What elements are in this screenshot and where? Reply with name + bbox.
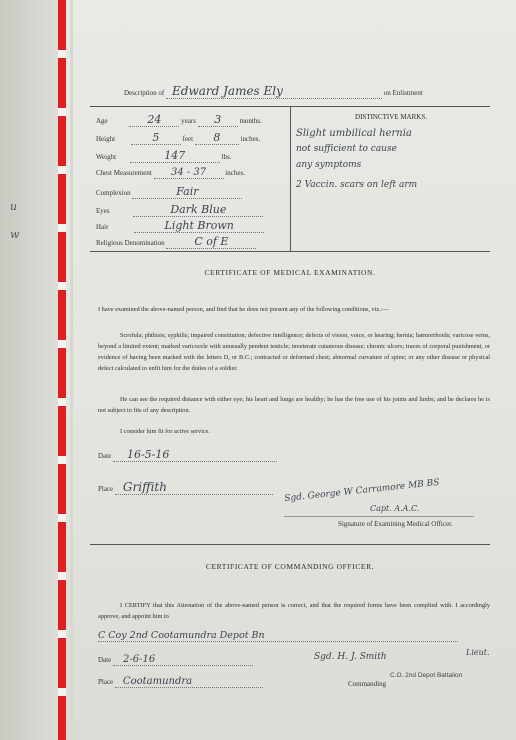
medical-date-label: Date: [98, 452, 112, 460]
margin-mark: u: [10, 200, 18, 213]
height-inches: 8: [195, 131, 239, 145]
chest-value: 34 - 37: [154, 167, 224, 179]
eyes-value: Dark Blue: [133, 203, 263, 217]
medical-para-3: He can see the required distance with either eye; his heart and lungs are healthy; he has the free use of his joints and limbs; and he declares he is not subject to fits of any description.: [98, 396, 490, 414]
age-row: [96, 113, 262, 127]
chest-inches-label: inches.: [225, 169, 245, 177]
months-label: months.: [239, 117, 262, 125]
margin-mark: w: [10, 228, 20, 241]
hair-label: Hair: [96, 223, 109, 231]
medical-signature-caption: Signature of Examining Medical Officer.: [338, 520, 453, 528]
commanding-certificate-title: CERTIFICATE OF COMMANDING OFFICER.: [205, 562, 375, 571]
commanding-label: Commanding: [348, 680, 387, 688]
medical-officer-signature: Sgd. George W Carramore MB BS: [283, 477, 440, 505]
table-divider: [290, 106, 291, 251]
distinctive-line-1: Slight umbilical hernia: [296, 128, 412, 139]
age-label: Age: [96, 117, 108, 125]
height-row: [96, 131, 260, 145]
description-row: [124, 84, 484, 99]
attestation-form: [84, 20, 496, 735]
weight-label: Weight: [96, 153, 117, 161]
commanding-rank: Lieut.: [466, 648, 490, 657]
binding-strip: [0, 0, 59, 740]
eyes-row: [96, 203, 263, 217]
complexion-label: Complexion: [96, 189, 131, 197]
complexion-row: [96, 185, 242, 199]
commanding-date-value: 2-6-16: [113, 654, 253, 666]
inches-label: inches.: [240, 135, 261, 143]
medical-officer-rank: Capt. A.A.C.: [370, 504, 420, 513]
distinctive-marks-title: DISTINCTIVE MARKS.: [355, 113, 427, 121]
section-divider: [90, 544, 490, 545]
weight-value: 147: [130, 149, 220, 163]
eyes-label: Eyes: [96, 207, 110, 215]
medical-date-row: [98, 448, 277, 462]
religion-value: C of E: [166, 235, 256, 249]
commanding-date-row: [98, 654, 253, 666]
description-suffix: on Enlistment: [383, 89, 423, 97]
appointment-row: [98, 630, 458, 642]
description-label: Description of: [124, 89, 165, 97]
medical-fit-statement: I consider him fit for active service.: [120, 428, 211, 435]
age-months: 3: [198, 113, 238, 127]
commanding-para: I CERTIFY that this Attestation of the above-named person is correct, and that the required forms have been complied with. I accordingly approve, and appoint him to: [98, 602, 490, 620]
hair-row: [96, 219, 264, 233]
medical-date-value: 16-5-16: [113, 448, 277, 462]
lbs-label: lbs.: [221, 153, 232, 161]
hair-value: Light Brown: [134, 219, 264, 233]
binding-edge: [70, 0, 73, 740]
red-tape-binding: [58, 0, 66, 740]
medical-conditions-list: Scrofula; phthisis; syphilis; impaired constitution; defective intelligence; defects of vision, voice, or hearing; hernia; hæmorrhoids; varicose veins, beyond a limited extent; marked varicocele with unusually pendent testicle; inveterate cutaneous disease; chronic ulcers; traces of corporal punishment, or evidence of having been marked with the letters D, or B.C.; contracted or deformed chest; abnormal curvature of spine; or any other disease or physical defect calculated to unfit him for the duties of a soldier.: [98, 332, 490, 372]
chest-label: Chest Measurement: [96, 169, 152, 177]
feet-label: feet: [182, 135, 194, 143]
religion-row: [96, 235, 256, 249]
medical-para-1: I have examined the above-named person, and find that he does not present any of the following conditions, viz.:—: [98, 306, 389, 313]
commanding-signature: Sgd. H. J. Smith: [314, 652, 387, 662]
appointment-value: C Coy 2nd Cootamundra Depot Bn: [98, 630, 458, 642]
table-bottom-border: [90, 251, 490, 252]
commanding-date-label: Date: [98, 656, 112, 664]
description-name: Edward James Ely: [166, 84, 382, 99]
distinctive-line-2: not sufficient to cause: [296, 144, 397, 154]
signature-line: [284, 516, 474, 517]
medical-place-row: [98, 480, 273, 495]
age-years: 24: [129, 113, 179, 127]
commanding-place-value: Cootamundra: [115, 676, 263, 688]
distinctive-line-4: 2 Vaccin. scars on left arm: [296, 180, 418, 190]
weight-row: [96, 149, 231, 163]
years-label: years: [181, 117, 196, 125]
chest-row: [96, 167, 245, 179]
medical-place-value: Griffith: [115, 480, 273, 495]
height-label: Height: [96, 135, 116, 143]
medical-certificate-title: CERTIFICATE OF MEDICAL EXAMINATION.: [204, 268, 376, 277]
distinctive-line-3: any symptoms: [296, 160, 362, 170]
complexion-value: Fair: [132, 185, 242, 199]
commanding-place-row: [98, 676, 263, 688]
commanding-place-label: Place: [98, 678, 114, 686]
medical-place-label: Place: [98, 485, 114, 493]
height-feet: 5: [131, 131, 181, 145]
commanding-stamp: C.O. 2nd Depot Battalion: [390, 672, 463, 679]
religion-label: Religious Denomination: [96, 239, 165, 247]
